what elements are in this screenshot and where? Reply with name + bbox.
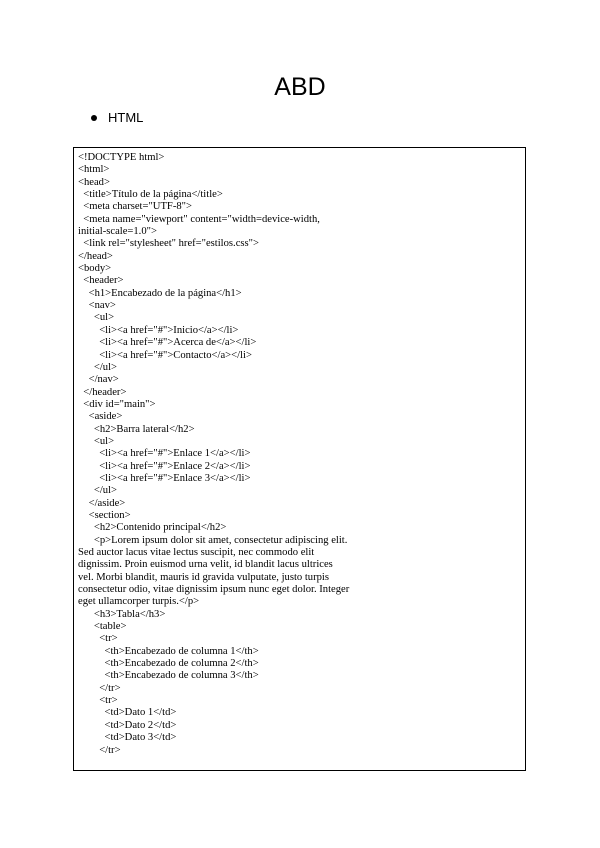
bullet-list-item	[91, 110, 143, 126]
page-title: ABD	[274, 73, 326, 101]
code-block	[73, 147, 526, 771]
bullet-label: HTML	[108, 110, 144, 125]
code-text: <!DOCTYPE html> <html> <head> <title>Título de la página</title> <meta charset="UTF-8"> <meta name="viewport" content="width=device-width, initial-scale=1.0"> <link rel="stylesheet" href="estilos.css"> </head> <body> <header> <h1>Encabezado de la página</h1> <nav> <ul> <li><a href="#">Inicio</a></li> <li><a href="#">Acerca de</a></li> <li><a href="#">Contacto</a></li> </ul> </nav> </header> <div id="main"> <aside> <h2>Barra lateral</h2> <ul> <li><a href="#">Enlace 1</a></li> <li><a href="#">Enlace 2</a></li> <li><a href="#">Enlace 3</a></li> </ul> </aside> <section> <h2>Contenido principal</h2> <p>Lorem ipsum dolor sit amet, consectetur adipiscing elit. Sed auctor lacus vitae lectus suscipit, nec commodo elit dignissim. Proin euismod urna velit, id blandit lacus ultrices vel. Morbi blandit, mauris id gravida vulputate, justo turpis consectetur odio, vitae dignissim ipsum nunc eget dolor. Integer eget ullamcorper turpis.</p> <h3>Tabla</h3> <table> <tr> <th>Encabezado de columna 1</th> <th>Encabezado de columna 2</th> <th>Encabezado de columna 3</th> </tr> <tr> <td>Dato 1</td> <td>Dato 2</td> <td>Dato 3</td> </tr>	[78, 152, 350, 756]
bullet-icon	[91, 115, 97, 121]
